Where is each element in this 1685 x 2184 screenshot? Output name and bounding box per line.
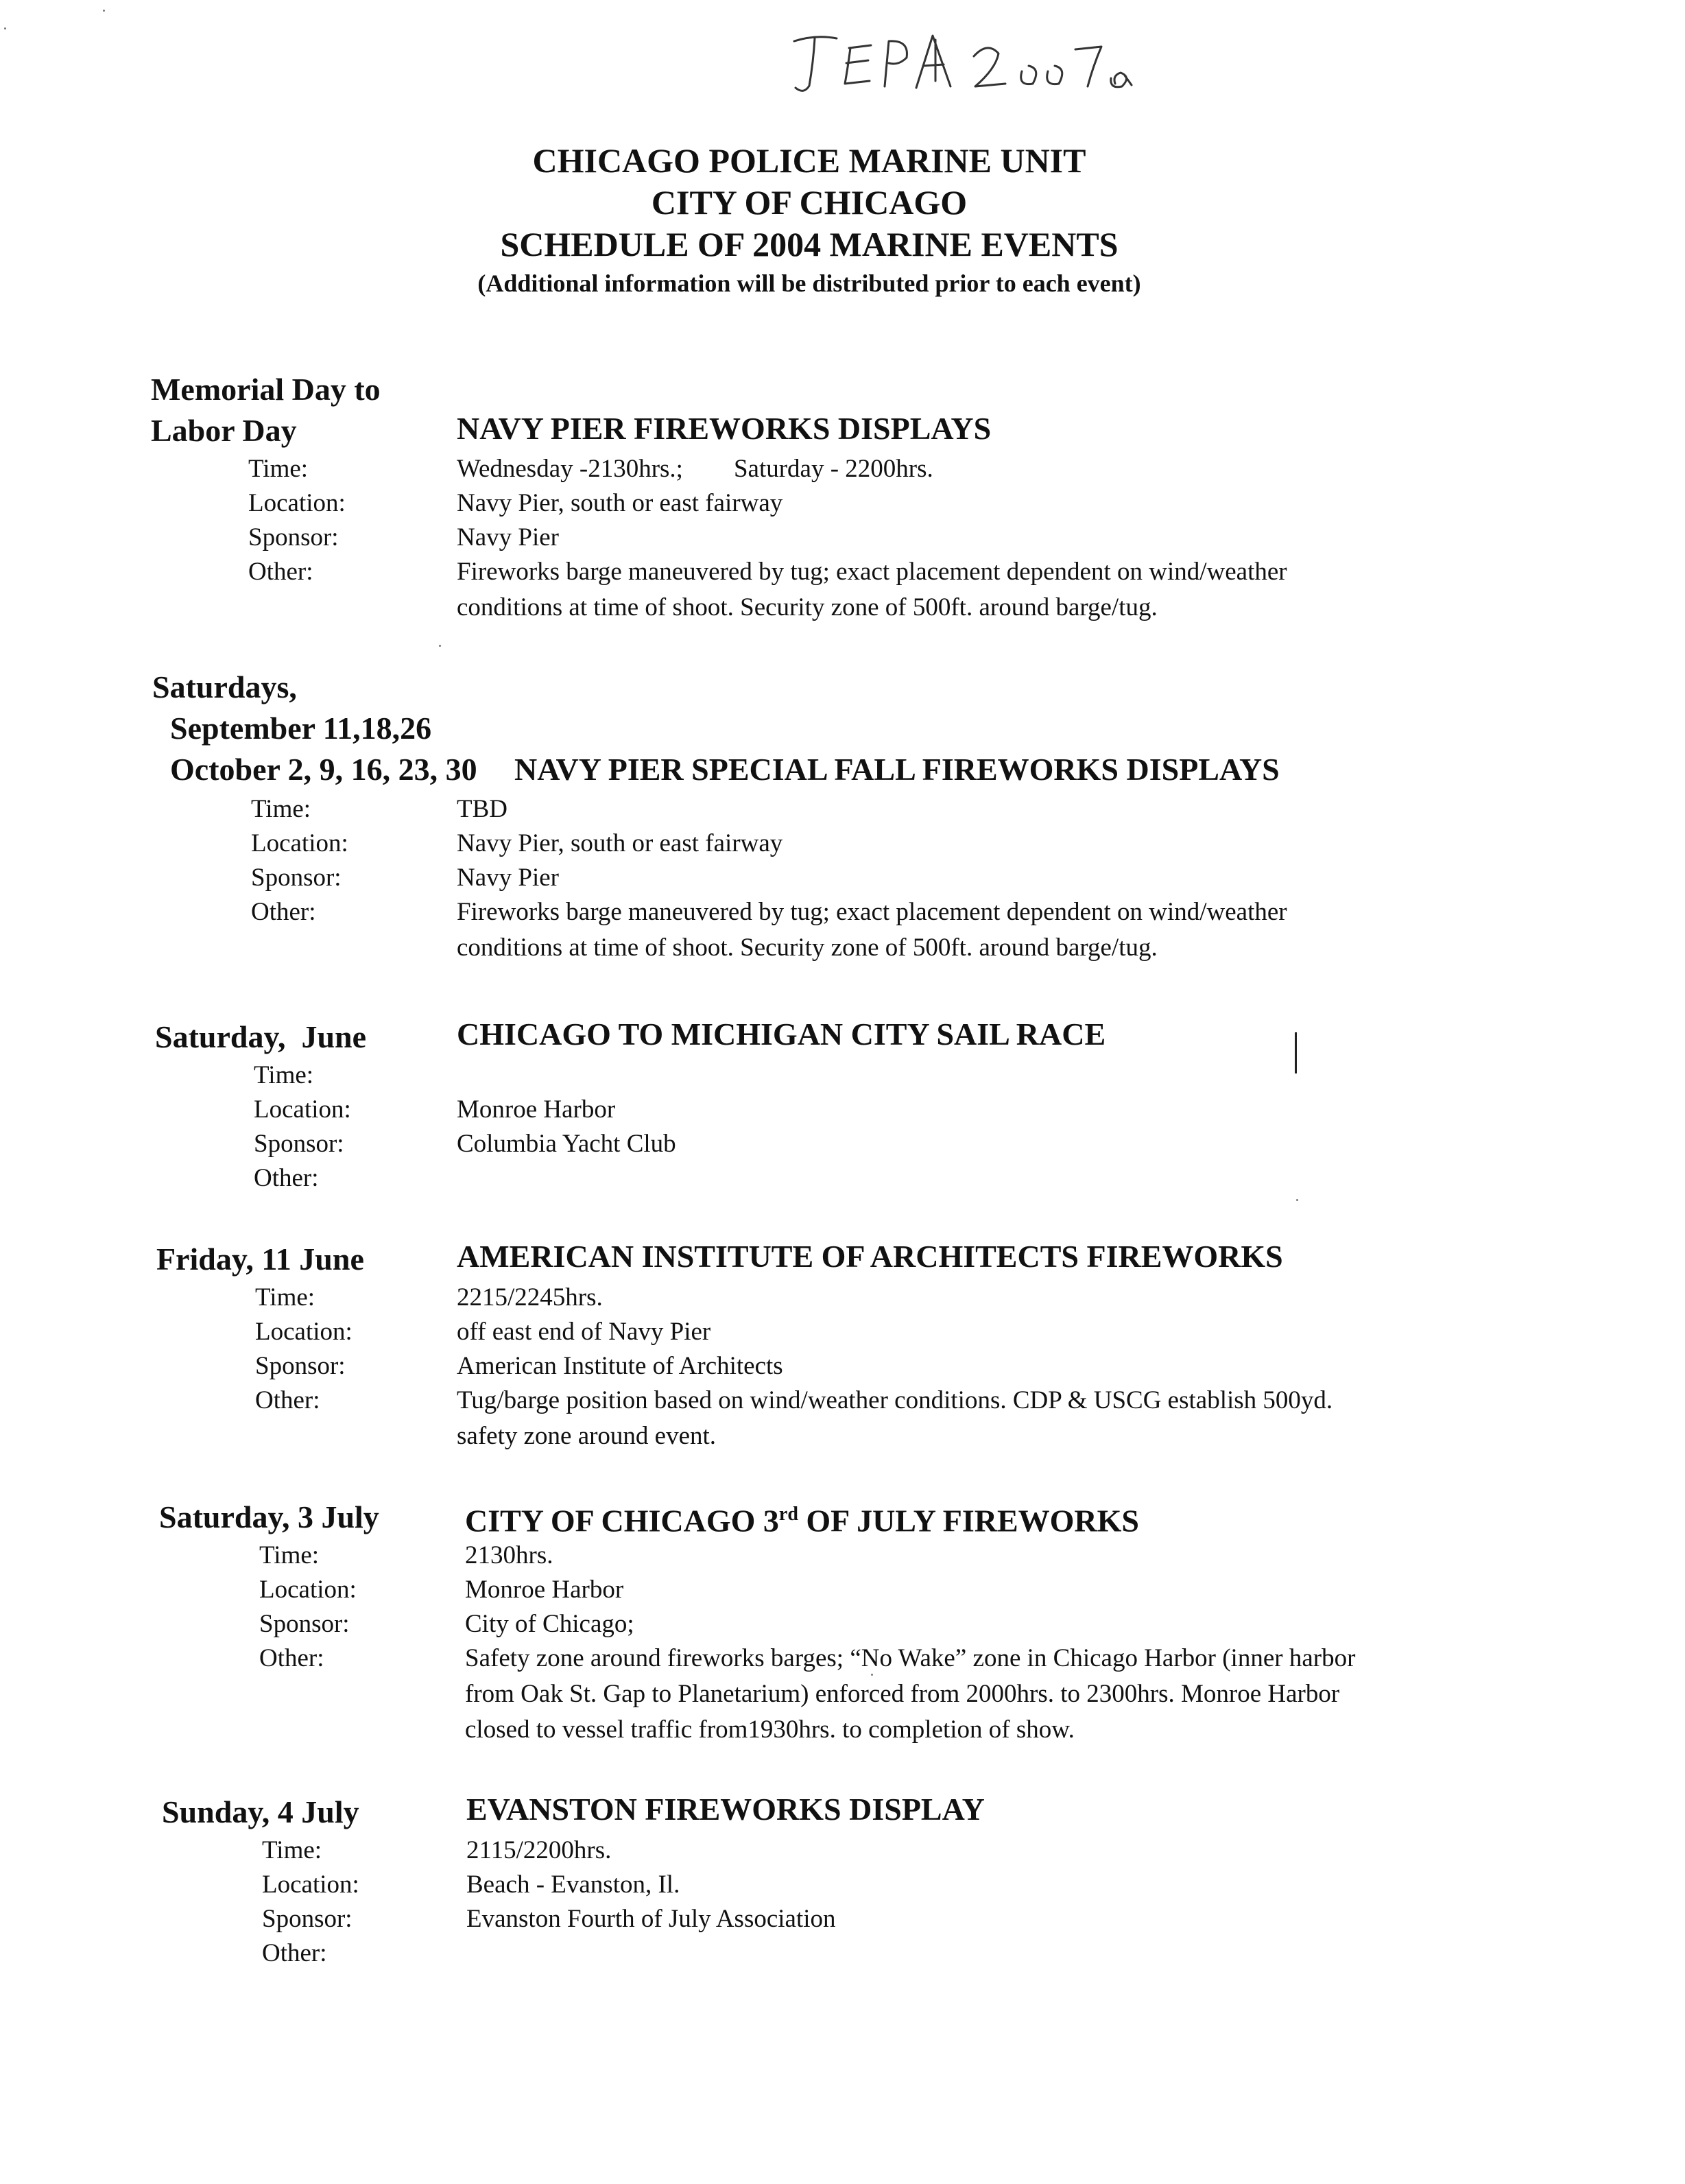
scan-speck bbox=[871, 1674, 873, 1676]
location-value: off east end of Navy Pier bbox=[457, 1318, 711, 1346]
scan-speck bbox=[103, 10, 105, 12]
location-label: Location: bbox=[248, 489, 346, 517]
location-value: Navy Pier, south or east fairway bbox=[457, 489, 783, 517]
other-value-line: conditions at time of shoot. Security zone of 500ft. around barge/tug. bbox=[457, 593, 1158, 621]
sponsor-label: Sponsor: bbox=[262, 1905, 352, 1933]
location-value: Beach - Evanston, Il. bbox=[466, 1871, 680, 1899]
event-title: CHICAGO TO MICHIGAN CITY SAIL RACE bbox=[457, 1017, 1106, 1052]
other-label: Other: bbox=[255, 1386, 320, 1414]
event-title: NAVY PIER SPECIAL FALL FIREWORKS DISPLAYS bbox=[514, 752, 1280, 787]
time-value: 2215/2245hrs. bbox=[457, 1283, 603, 1311]
time-label: Time: bbox=[262, 1836, 322, 1864]
other-label: Other: bbox=[254, 1164, 319, 1192]
event-date: Saturdays, bbox=[152, 669, 297, 704]
handwritten-note bbox=[789, 21, 1145, 103]
sponsor-label: Sponsor: bbox=[255, 1352, 346, 1380]
time-value: TBD bbox=[457, 795, 507, 823]
location-label: Location: bbox=[255, 1318, 352, 1346]
event-title-superscript: rd bbox=[778, 1504, 798, 1525]
event-title-part: OF JULY FIREWORKS bbox=[798, 1503, 1140, 1539]
other-label: Other: bbox=[248, 558, 313, 586]
event-date: Labor Day bbox=[151, 413, 297, 448]
location-label: Location: bbox=[259, 1576, 357, 1604]
header-note: (Additional information will be distributed prior to each event) bbox=[477, 270, 1141, 297]
event-date: Friday, 11 June bbox=[156, 1242, 364, 1277]
event-title: NAVY PIER FIREWORKS DISPLAYS bbox=[457, 411, 992, 446]
sponsor-value: American Institute of Architects bbox=[457, 1352, 783, 1380]
scan-speck bbox=[4, 27, 6, 29]
time-value: 2130hrs. bbox=[465, 1541, 553, 1569]
event-title: EVANSTON FIREWORKS DISPLAY bbox=[466, 1792, 985, 1827]
other-value-line: safety zone around event. bbox=[457, 1422, 717, 1450]
event-title bbox=[465, 1494, 1139, 1541]
event-date: Sunday, 4 July bbox=[162, 1794, 359, 1829]
sponsor-value: Navy Pier bbox=[457, 864, 559, 892]
location-label: Location: bbox=[262, 1871, 359, 1899]
sponsor-value: Navy Pier bbox=[457, 523, 559, 551]
sponsor-label: Sponsor: bbox=[248, 523, 339, 551]
time-label: Time: bbox=[254, 1061, 314, 1089]
location-value: Navy Pier, south or east fairway bbox=[457, 829, 783, 857]
event-title: AMERICAN INSTITUTE OF ARCHITECTS FIREWORKS bbox=[457, 1239, 1283, 1274]
other-value-line: Safety zone around fireworks barges; “No Wake” zone in Chicago Harbor (inner harbor bbox=[465, 1644, 1356, 1672]
other-value-line: Fireworks barge maneuvered by tug; exact placement dependent on wind/weather bbox=[457, 898, 1287, 926]
other-label: Other: bbox=[251, 898, 316, 926]
other-value-line: conditions at time of shoot. Security zone of 500ft. around barge/tug. bbox=[457, 934, 1158, 962]
event-date: Memorial Day to bbox=[151, 372, 381, 407]
scan-speck bbox=[439, 645, 441, 647]
location-label: Location: bbox=[251, 829, 348, 857]
time-label: Time: bbox=[259, 1541, 320, 1569]
event-date: Saturday, June bbox=[155, 1019, 367, 1054]
header-schedule-title: SCHEDULE OF 2004 MARINE EVENTS bbox=[500, 225, 1119, 263]
time-label: Time: bbox=[251, 795, 311, 823]
time-label: Time: bbox=[248, 455, 309, 483]
location-value: Monroe Harbor bbox=[465, 1576, 624, 1604]
event-title-part: CITY OF CHICAGO 3 bbox=[465, 1503, 779, 1539]
time-value: Wednesday -2130hrs.; Saturday - 2200hrs. bbox=[457, 455, 933, 483]
scan-speck bbox=[1296, 1199, 1298, 1201]
other-value-line: Fireworks barge maneuvered by tug; exact placement dependent on wind/weather bbox=[457, 558, 1287, 586]
margin-mark bbox=[1295, 1032, 1297, 1073]
sponsor-label: Sponsor: bbox=[254, 1130, 344, 1158]
event-date: September 11,18,26 bbox=[170, 711, 432, 746]
other-label: Other: bbox=[259, 1644, 324, 1672]
sponsor-label: Sponsor: bbox=[251, 864, 342, 892]
other-label: Other: bbox=[262, 1939, 327, 1967]
sponsor-value: Columbia Yacht Club bbox=[457, 1130, 676, 1158]
time-value: 2115/2200hrs. bbox=[466, 1836, 612, 1864]
header-unit: CHICAGO POLICE MARINE UNIT bbox=[532, 141, 1086, 180]
event-date: October 2, 9, 16, 23, 30 bbox=[170, 752, 477, 787]
header-city: CITY OF CHICAGO bbox=[651, 183, 968, 222]
other-value-line: Tug/barge position based on wind/weather conditions. CDP & USCG establish 500yd. bbox=[457, 1386, 1333, 1414]
sponsor-value: Evanston Fourth of July Association bbox=[466, 1905, 836, 1933]
sponsor-value: City of Chicago; bbox=[465, 1610, 634, 1638]
event-date: Saturday, 3 July bbox=[159, 1499, 379, 1534]
other-value-line: closed to vessel traffic from1930hrs. to completion of show. bbox=[465, 1716, 1075, 1744]
time-label: Time: bbox=[255, 1283, 315, 1311]
sponsor-label: Sponsor: bbox=[259, 1610, 350, 1638]
other-value-line: from Oak St. Gap to Planetarium) enforced from 2000hrs. to 2300hrs. Monroe Harbor bbox=[465, 1680, 1340, 1708]
location-value: Monroe Harbor bbox=[457, 1095, 616, 1124]
location-label: Location: bbox=[254, 1095, 351, 1124]
